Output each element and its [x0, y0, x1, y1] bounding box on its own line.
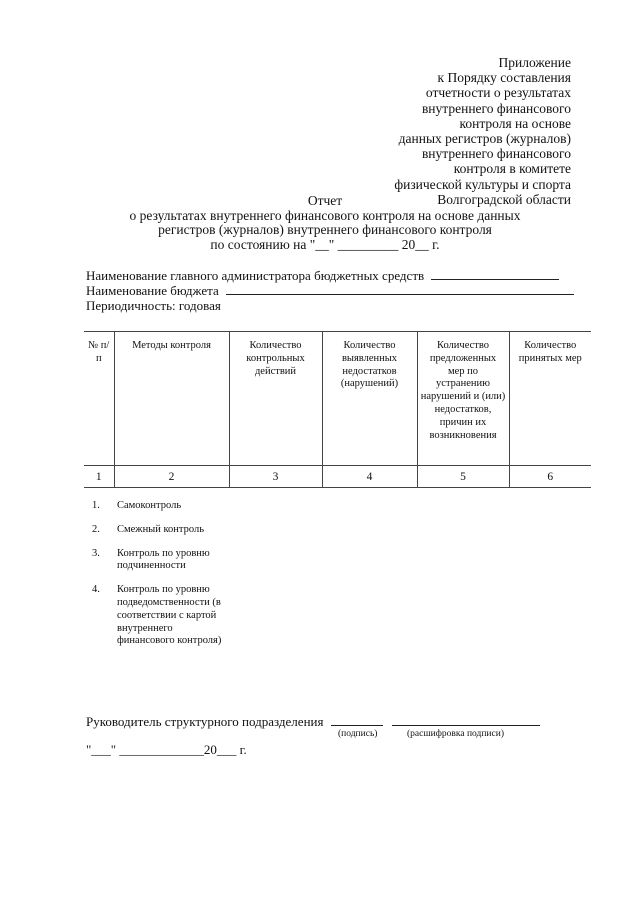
admin-name-label: Наименование главного администратора бюджетных средств	[86, 268, 425, 283]
table-row	[92, 584, 242, 648]
title-line-2: о результатах внутреннего финансового контроля на основе данных	[129, 207, 521, 223]
admin-name-field[interactable]	[431, 268, 559, 280]
title-line-1: Отчет	[307, 193, 343, 208]
table-row	[92, 524, 242, 537]
appendix-line: к Порядку составления	[437, 70, 571, 86]
budget-name-row	[86, 283, 586, 298]
row-method: Самоконтроль	[117, 500, 182, 511]
header-methods: Методы контроля	[114, 332, 229, 466]
appendix-block	[271, 55, 571, 207]
appendix-line: внутреннего финансового	[421, 146, 571, 162]
column-number: 2	[114, 466, 229, 488]
header-control-actions: Количество контрольных действий	[229, 332, 322, 466]
row-number: 2.	[92, 523, 100, 535]
header-accepted-measures: Количество принятых мер	[509, 332, 591, 466]
row-method: Контроль по уровню подчиненности	[117, 547, 210, 572]
report-table	[84, 331, 591, 488]
row-number: 4.	[92, 584, 100, 596]
title-date-line: по состоянию на "__" _________ 20__ г.	[210, 236, 440, 252]
signature-label: Руководитель структурного подразделения	[86, 714, 324, 729]
column-number-row	[84, 466, 591, 488]
title-line-3: регистров (журналов) внутреннего финансового контроля	[158, 222, 492, 237]
signature-caption: (подпись)	[338, 729, 378, 739]
header-proposed-measures: Количество предложенных мер по устранению нарушений и (или) недостатков, причин их возникновения	[417, 332, 509, 466]
header-num: № п/п	[84, 332, 114, 466]
table-row	[92, 548, 242, 574]
row-method: Смежный контроль	[117, 523, 205, 535]
budget-name-label: Наименование бюджета	[86, 283, 219, 298]
appendix-line: внутреннего финансового	[421, 100, 571, 116]
column-number: 4	[322, 466, 417, 488]
admin-name-row	[86, 268, 586, 283]
method-rows	[92, 500, 242, 659]
appendix-line: контроля на основе	[459, 115, 571, 131]
signature-row	[86, 714, 606, 730]
appendix-line: Волгоградской области	[437, 191, 571, 207]
column-number: 6	[509, 466, 591, 488]
row-method: Контроль по уровню подведомственности (в соответствии с картой внутреннего финансового контроля)	[117, 584, 222, 647]
table-row	[92, 500, 242, 513]
budget-name-field[interactable]	[226, 283, 574, 295]
header-detected-deficiencies: Количество выявленных недостатков (нарушений)	[322, 332, 417, 466]
row-number: 3.	[92, 547, 100, 559]
periodicity: Периодичность: годовая	[86, 298, 221, 313]
column-number: 1	[84, 466, 114, 488]
column-number: 3	[229, 466, 322, 488]
row-number: 1.	[92, 500, 100, 511]
column-number: 5	[417, 466, 509, 488]
signature-block	[86, 714, 606, 730]
signature-decode-field[interactable]	[392, 714, 540, 726]
signature-field[interactable]	[331, 714, 383, 726]
appendix-line: физической культуры и спорта	[394, 176, 571, 192]
report-title	[90, 194, 560, 252]
appendix-line: Приложение	[498, 55, 571, 70]
appendix-line: контроля в комитете	[453, 161, 571, 177]
signature-decode-caption: (расшифровка подписи)	[407, 729, 504, 739]
table-header-row	[84, 332, 591, 466]
signature-date: "___" _____________20___ г.	[86, 742, 247, 757]
report-meta	[86, 268, 586, 313]
appendix-line: отчетности о результатах	[425, 85, 571, 101]
appendix-line: данных регистров (журналов)	[398, 131, 571, 147]
